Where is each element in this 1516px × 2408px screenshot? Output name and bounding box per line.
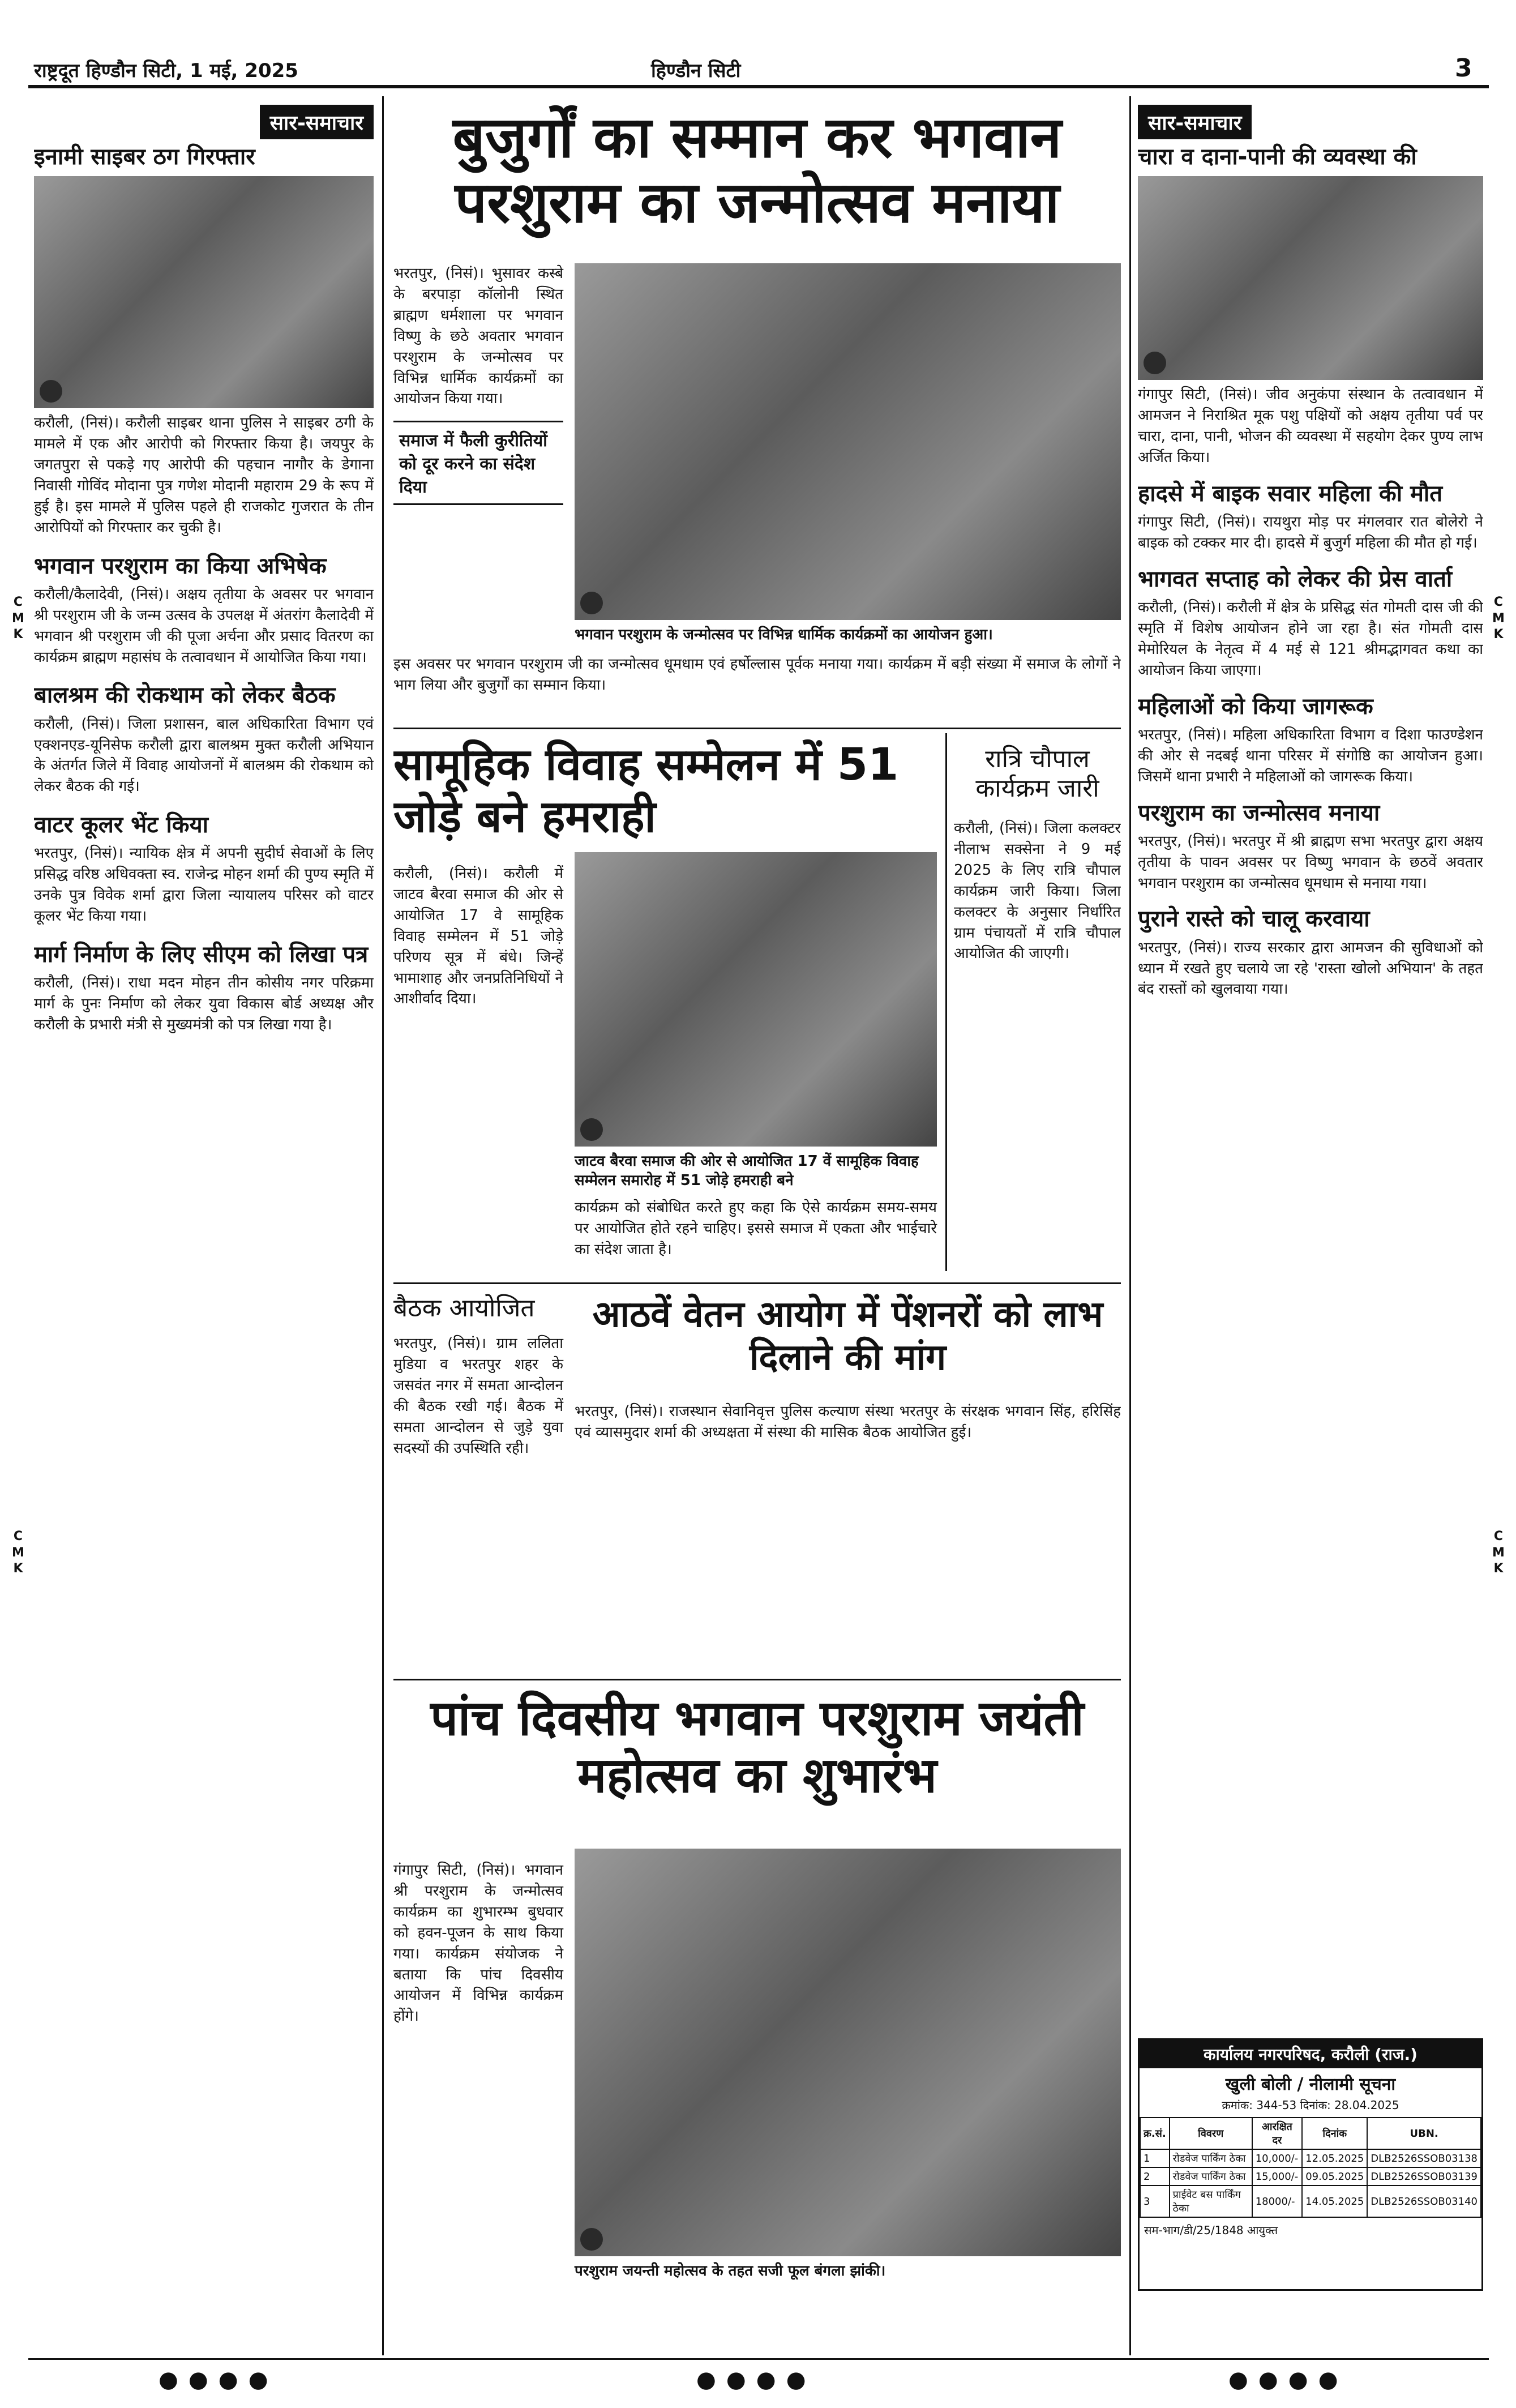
cmk-mark-left: C M K (12, 595, 24, 642)
photo-caption: जाटव बैरवा समाज की ओर से आयोजित 17 वें सामूहिक विवाह सम्मेलन समारोह में 51 जोड़े हमराही बने (575, 1153, 919, 1189)
photo-caption: भगवान परशुराम के जन्मोत्सव पर विभिन्न धार्मिक कार्यक्रमों का आयोजन हुआ। (575, 626, 993, 643)
section-tag: सार-समाचार (1138, 105, 1252, 139)
article-body: भरतपुर, (निसं)। राज्य सरकार द्वारा आमजन की सुविधाओं को ध्यान में रखते हुए चलाये जा रहे 'रास्ता खोलो अभियान' के तहत बंद रास्तों को खुलवाया गया। (1138, 939, 1483, 998)
table-cell: DLB2526SSOB03140 (1367, 2185, 1481, 2217)
headline-baithak: बैठक आयोजित (393, 1294, 535, 1323)
left-column (34, 105, 374, 2353)
table-cell: 18000/- (1252, 2185, 1303, 2217)
photo-vivah (575, 852, 937, 1147)
table-cell: 10,000/- (1252, 2149, 1303, 2167)
photo-chara (1138, 176, 1483, 380)
article-body: करौली, (निसं)। राधा मदन मोहन तीन कोसीय नगर परिक्रमा मार्ग के पुनः निर्माण को लेकर युवा विकास बोर्ड अध्यक्ष और करौली के प्रभारी मंत्री से मुख्यमंत्री को पत्र लिखा गया है। (34, 974, 374, 1034)
table-cell: 12.05.2025 (1302, 2149, 1367, 2167)
headline-chara: चारा व दाना-पानी की व्यवस्था की (1138, 144, 1417, 170)
footer-rule (28, 2358, 1489, 2360)
table-header: विवरण (1170, 2118, 1252, 2149)
headline-water-cooler: वाटर कूलर भेंट किया (34, 812, 209, 839)
table-cell: DLB2526SSOB03138 (1367, 2149, 1481, 2167)
article-body: करौली, (निसं)। जिला कलक्टर नीलाभ सक्सेना ने 9 मई 2025 के लिए रात्रि चौपाल कार्यक्रम जारी किया। जिला कलक्टर के अनुसार निर्धारित ग्राम पंचायतों में रात्रि चौपाल आयोजित की जाएगी। (954, 820, 1121, 963)
header-rule (28, 85, 1489, 88)
headline-mahotsav: पांच दिवसीय भगवान परशुराम जयंती महोत्सव का शुभारंभ (430, 1690, 1084, 1804)
table-cell: 2 (1140, 2167, 1170, 2185)
headline-rasta: पुराने रास्ते को चालू करवाया (1138, 906, 1370, 933)
table-row (1140, 2167, 1481, 2185)
photo-mahotsav (575, 1849, 1121, 2256)
table-cell: प्राईवेट बस पार्किंग ठेका (1170, 2185, 1252, 2217)
article-body: इस अवसर पर भगवान परशुराम जी का जन्मोत्सव धूमधाम एवं हर्षोल्लास पूर्वक मनाया गया। कार्यक्रम में बड़ी संख्या में समाज के लोगों ने भाग लिया और बुजुर्गों का सम्मान किया। (393, 656, 1121, 694)
column-divider (382, 96, 384, 2355)
photo-arrest (34, 176, 374, 408)
article-body: कार्यक्रम को संबोधित करते हुए कहा कि ऐसे कार्यक्रम समय-समय पर आयोजित होते रहने चाहिए। इससे समाज में एकता और भाईचारे का संदेश जाता है। (575, 1199, 937, 1258)
registration-dots: ●●●● (159, 2367, 279, 2393)
column-divider (945, 733, 947, 1271)
registration-dots: ●●●● (1228, 2367, 1348, 2393)
section-rule (393, 1679, 1121, 1680)
article-body: गंगापुर सिटी, (निसं)। भगवान श्री परशुराम के जन्मोत्सव कार्यक्रम का शुभारम्भ बुधवार को हवन-पूजन के साथ किया गया। कार्यक्रम संयोजक ने बताया कि पांच दिवसीय आयोजन में विभिन्न कार्यक्रम होंगे। (393, 1862, 563, 2025)
headline-balshram: बालश्रम की रोकथाम को लेकर बैठक (34, 682, 336, 709)
headline-hadsa: हादसे में बाइक सवार महिला की मौत (1138, 480, 1443, 507)
column-divider (1129, 96, 1131, 2355)
notice-meta: क्रमांक: 344-53 दिनांक: 28.04.2025 (1222, 2098, 1399, 2112)
article-body: भरतपुर, (निसं)। महिला अधिकारिता विभाग व दिशा फाउण्डेशन की ओर से नदबई थाना परिसर में संगोष्ठि का आयोजन हुआ। जिसमें थाना प्रभारी ने महिलाओं को जागरूक किया। (1138, 726, 1483, 785)
table-cell: 1 (1140, 2149, 1170, 2167)
section-tag: सार-समाचार (260, 105, 374, 139)
right-column (1138, 105, 1483, 2353)
headline-pension: आठवें वेतन आयोग में पेंशनरों को लाभ दिलाने की मांग (592, 1294, 1103, 1379)
article-body: भरतपुर, (निसं)। राजस्थान सेवानिवृत्त पुलिस कल्याण संस्था भरतपुर के संरक्षक भगवान सिंह, हरिसिंह एवं व्यासमुदार शर्मा की अध्यक्षता में संस्था की मासिक बैठक आयोजित हुई। (575, 1403, 1121, 1441)
notice-title: खुली बोली / नीलामी सूचना (1225, 2075, 1396, 2094)
table-cell: रोडवेज पार्किंग ठेका (1170, 2167, 1252, 2185)
photo-parshuram-event (575, 263, 1121, 620)
article-body: गंगापुर सिटी, (निसं)। जीव अनुकंपा संस्थान के तत्वावधान में आमजन ने निराश्रित मूक पशु पक्षियों को अक्षय तृतीया पर्व पर चारा, दाना, पानी, भोजन की व्यवस्था में सहयोग देकर पुण्य लाभ अर्जित किया। (1138, 386, 1483, 466)
table-cell: रोडवेज पार्किंग ठेका (1170, 2149, 1252, 2167)
highlight-box: समाज में फैली कुरीतियों को दूर करने का संदेश दिया (393, 421, 563, 505)
article-body: करौली, (निसं)। करौली साइबर थाना पुलिस ने साइबर ठगी के मामले में एक और आरोपी को गिरफ्तार किया है। जयपुर के जगतपुरा से पकड़े गए आरोपी की पहचान नागौर के डेगाना निवासी गोविंद मोदाना पुत्र गणेश मोदानी महाराम 29 के रूप में हुई है। इस मामले में पुलिस पहले ही राजकोट गुजरात के तीन आरोपियों को गिरफ्तार कर चुकी है। (34, 414, 374, 536)
headline-cyber-thug: इनामी साइबर ठग गिरफ्तार (34, 144, 255, 170)
table-header: UBN. (1367, 2118, 1481, 2149)
article-body: गंगापुर सिटी, (निसं)। रायथुरा मोड़ पर मंगलवार रात बोलेरो ने बाइक को टक्कर मार दी। हादसे में बुजुर्ग महिला की मौत हो गई। (1138, 514, 1483, 551)
table-header: आरक्षित दर (1252, 2118, 1303, 2149)
article-body: भरतपुर, (निसं)। भरतपुर में श्री ब्राह्मण सभा भरतपुर द्वारा अक्षय तृतीया के पावन अवसर पर विष्णु भगवान के छठवें अवतार भगवान परशुराम का जन्मोत्सव धूमधाम से मनाया गया। (1138, 832, 1483, 892)
headline-vivah: सामूहिक विवाह सम्मेलन में 51 जोड़े बने हमराही (393, 739, 899, 843)
article-body: करौली/कैलादेवी, (निसं)। अक्षय तृतीया के अवसर पर भगवान श्री परशुराम जी के जन्म उत्सव के उपलक्ष में अंतरांग कैलादेवी में भगवान श्री परशुराम जी की पूजा अर्चना और प्रसाद वितरण का कार्यक्रम ब्राह्मण महासंघ के तत्वावधान में आयोजित किया गया। (34, 585, 374, 666)
article-body: भरतपुर, (निसं)। न्यायिक क्षेत्र में अपनी सुदीर्घ सेवाओं के लिए प्रसिद्ध वरिष्ठ अधिवक्ता स्व. राजेन्द्र मोहन शर्मा की पुण्य स्मृति में उनके पुत्र विवेक शर्मा द्वारा जिला न्यायालय परिसर को वाटर कूलर भेंट किया गया। (34, 845, 374, 925)
cmk-mark-right-2: C M K (1492, 1529, 1505, 1576)
notice-office: कार्यालय नगरपरिषद, करौली (राज.) (1140, 2040, 1481, 2068)
table-cell: 3 (1140, 2185, 1170, 2217)
article-body: भरतपुर, (निसं)। ग्राम ललिता मुडिया व भरतपुर शहर के जसवंत नगर में समता आन्दोलन की बैठक रखी गई। बैठक में समता आन्दोलन से जुड़े युवा सदस्यों की उपस्थिति रही। (393, 1335, 563, 1457)
table-row (1140, 2185, 1481, 2217)
table-cell: 14.05.2025 (1302, 2185, 1367, 2217)
headline-chaupal: रात्रि चौपाल कार्यक्रम जारी (975, 745, 1099, 803)
cmk-mark-left-2: C M K (12, 1529, 24, 1576)
headline-mahila: महिलाओं को किया जागरूक (1138, 693, 1373, 720)
table-cell: 15,000/- (1252, 2167, 1303, 2185)
article-body: करौली, (निसं)। जिला प्रशासन, बाल अधिकारिता विभाग एवं एक्शनएड-यूनिसेफ करौली द्वारा बालश्रम मुक्त करौली अभियान के अंतर्गत जिले में विवाह आयोजनों में बालश्रम की रोकथाम को लेकर बैठक की गई। (34, 715, 374, 795)
header-date: राष्ट्रदूत हिण्डौन सिटी, 1 मई, 2025 (34, 59, 298, 82)
notice-footer: सम-भाग/डी/25/1848 आयुक्त (1144, 2223, 1278, 2237)
headline-janmotsav: परशुराम का जन्मोत्सव मनाया (1138, 799, 1380, 826)
headline-parshuram-abhishek: भगवान परशुराम का किया अभिषेक (34, 553, 327, 579)
page-number: 3 (1455, 54, 1472, 83)
table-cell: 09.05.2025 (1302, 2167, 1367, 2185)
photo-caption: परशुराम जयन्ती महोत्सव के तहत सजी फूल बंगला झांकी। (575, 2262, 886, 2279)
article-body: करौली, (निसं)। करौली में जाटव बैरवा समाज की ओर से आयोजित 17 वे सामूहिक विवाह सम्मेलन में 51 जोड़े परिणय सूत्र में बंधे। जिन्हें भामाशाह और जनप्रतिनिधियों ने आशीर्वाद दिया। (393, 865, 563, 1008)
article-body: भरतपुर, (निसं)। भुसावर कस्बे के बरपाड़ा कॉलोनी स्थित ब्राह्मण धर्मशाला पर भगवान विष्णु के छठे अवतार भगवान परशुराम के जन्मोत्सव पर विभिन्न धार्मिक कार्यक्रमों का आयोजन किया गया। (393, 265, 563, 408)
main-headline: बुजुर्गों का सम्मान कर भगवान परशुराम का जन्मोत्सव मनाया (452, 105, 1062, 236)
headline-bhagwat: भागवत सप्ताह को लेकर की प्रेस वार्ता (1138, 566, 1453, 592)
table-row (1140, 2149, 1481, 2167)
headline-marg-nirman: मार्ग निर्माण के लिए सीएम को लिखा पत्र (34, 942, 369, 968)
table-header: क्र.सं. (1140, 2118, 1170, 2149)
cmk-mark-right: C M K (1492, 595, 1505, 642)
section-rule (393, 1282, 1121, 1284)
table-header: दिनांक (1302, 2118, 1367, 2149)
article-body: करौली, (निसं)। करौली में क्षेत्र के प्रसिद्ध संत गोमती दास जी की स्मृति में विशेष आयोजन होने जा रहा है। संत गोमती दास मेमोरियल के नेतृत्व में 4 मई से 121 श्रीमद्भागवत कथा का आयोजन किया जाएगा। (1138, 599, 1483, 679)
section-rule (393, 728, 1121, 729)
notice-table (1140, 2117, 1481, 2218)
table-cell: DLB2526SSOB03139 (1367, 2167, 1481, 2185)
center-column (393, 105, 1121, 2353)
registration-dots: ●●●● (696, 2367, 816, 2393)
header-city: हिण्डौन सिटी (651, 59, 741, 82)
auction-notice (1138, 2038, 1483, 2291)
